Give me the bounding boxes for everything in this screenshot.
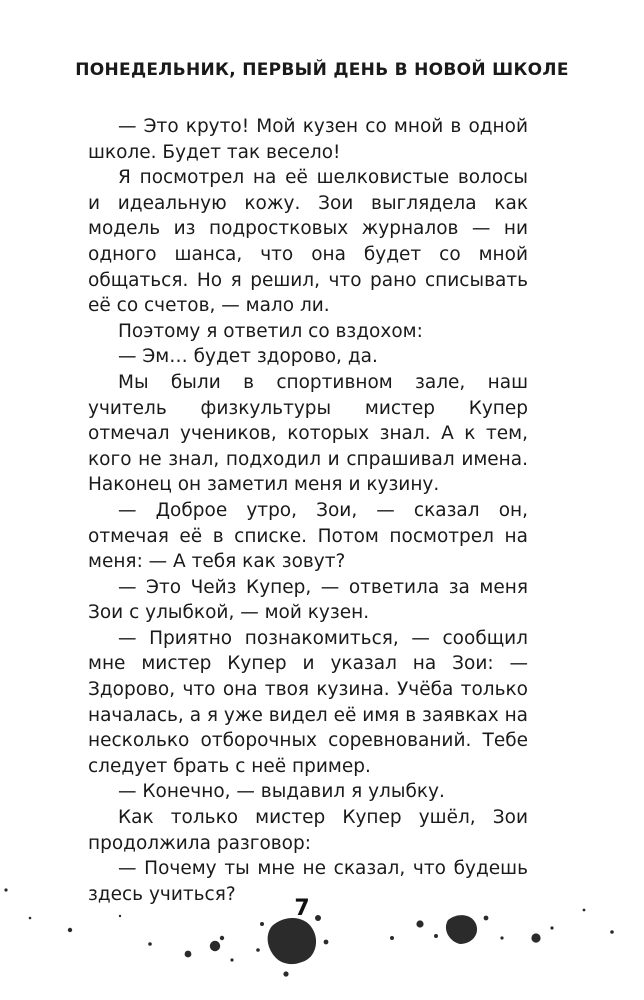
- paragraph-3: Поэтому я ответил со вздохом:: [118, 320, 423, 342]
- body-text: [88, 114, 528, 907]
- paragraph-1: — Это круто! Мой кузен со мной в одной школе. Будет так весело!: [88, 116, 528, 163]
- ink-splatter-decoration: [0, 880, 644, 1000]
- chapter-header: ПОНЕДЕЛЬНИК, ПЕРВЫЙ ДЕНЬ В НОВОЙ ШКОЛЕ: [75, 60, 569, 80]
- page-number: 7: [294, 896, 310, 921]
- paragraph-7: — Это Чейз Купер, — ответила за меня Зои с улыбкой, — мой кузен.: [88, 576, 528, 624]
- paragraph-9: — Конечно, — выдавил я улыбку.: [118, 781, 445, 803]
- paragraph-6: — Доброе утро, Зои, — сказал он, отмечая её в списке. Потом посмотрел на меня: — А тебя как зовут?: [88, 499, 528, 573]
- paragraph-10: Как только мистер Купер ушёл, Зои продолжила разговор:: [88, 807, 528, 854]
- paragraph-4: — Эм… будет здорово, да.: [118, 346, 378, 368]
- paragraph-8: — Приятно познакомиться, — сообщил мне мистер Купер и указал на Зои: — Здорово, что она твоя кузина. Учёба только началась, а я уже видел её имя в заявках на несколько отборочных соревнований. Тебе следует брать с неё пример.: [88, 627, 528, 777]
- paragraph-5: Мы были в спортивном зале, наш учитель физкультуры мистер Купер отмечал учеников, которых знал. А к тем, кого не знал, подходил и спрашивал имена. Наконец он заметил меня и кузину.: [88, 371, 528, 496]
- paragraph-11: — Почему ты мне не сказал, что будешь здесь учиться?: [88, 858, 528, 905]
- paragraph-2: Я посмотрел на её шелковистые волосы и идеальную кожу. Зои выглядела как модель из подростковых журналов — ни одного шанса, что она будет со мной общаться. Но я решил, что рано списывать её со счетов, — мало ли.: [88, 167, 528, 317]
